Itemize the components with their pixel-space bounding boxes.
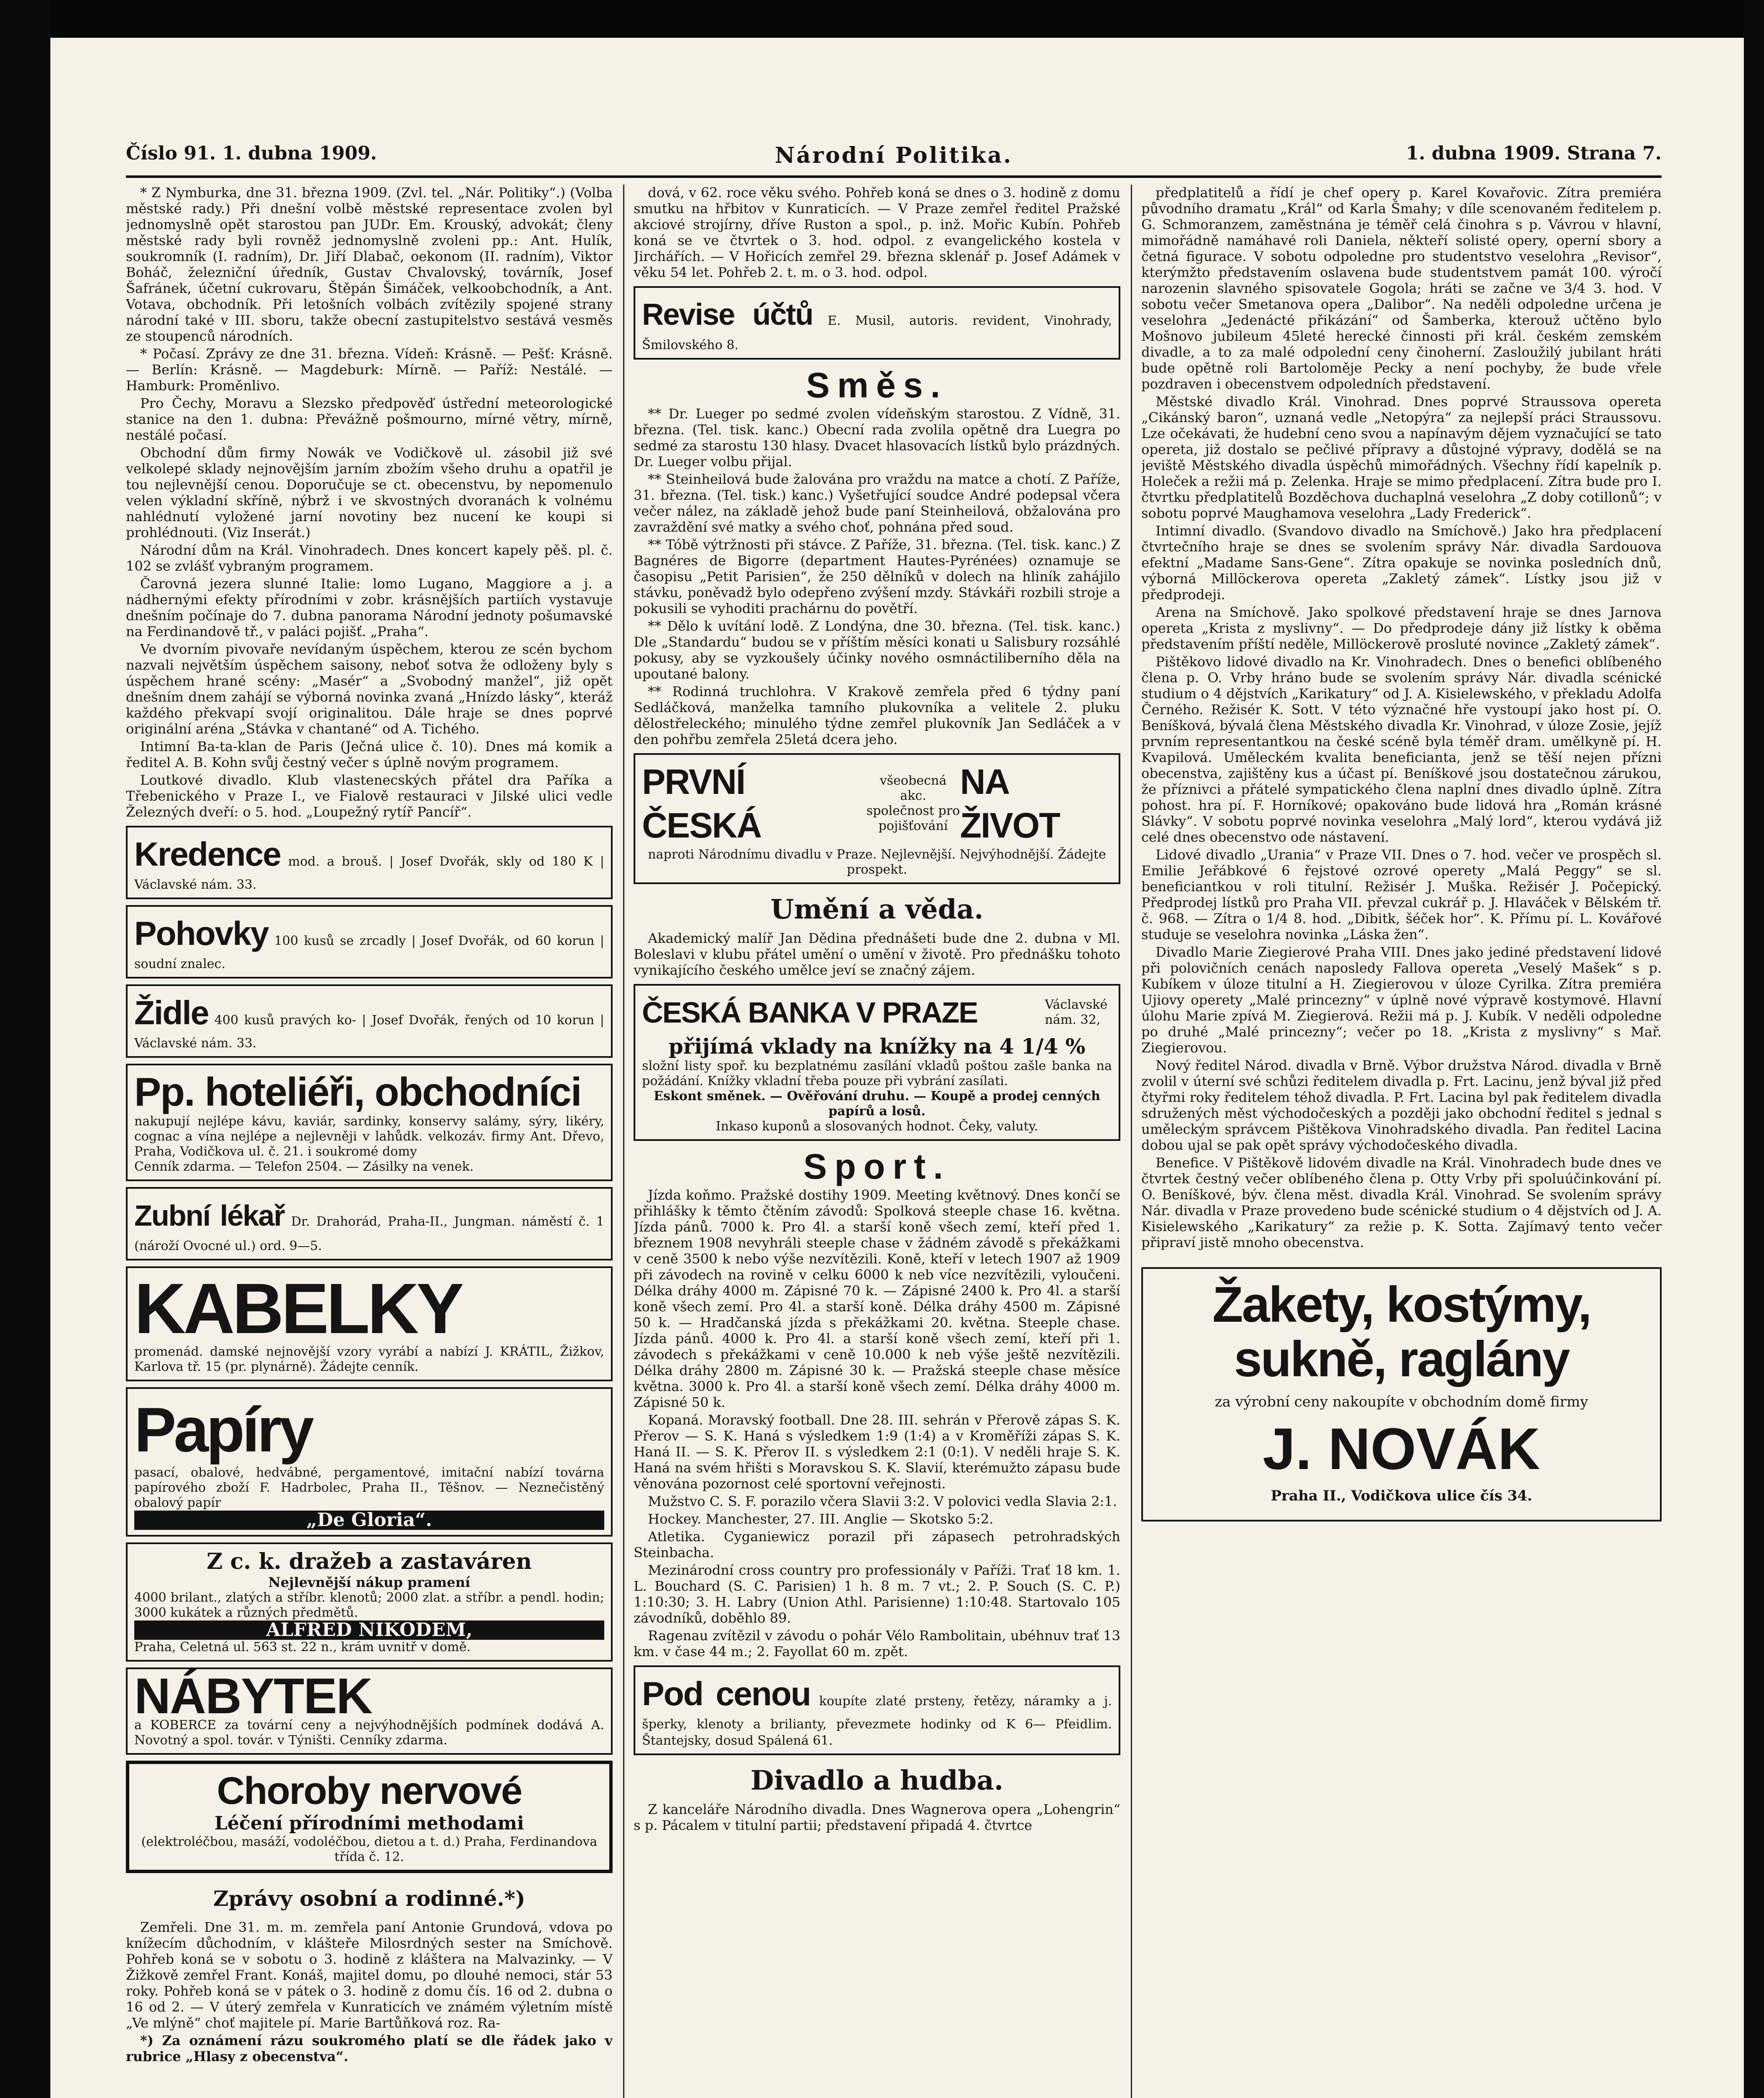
ad-nabytek: NÁBYTEK a KOBERCE za tovární ceny a nejvýhodnějších podmínek dodává A. Novotný a spol. továr. v Týništi. Cenníky zdarma.: [126, 1667, 613, 1755]
article-panorama: Čarovná jezera slunné Italie: lomo Lugano, Maggiore a j. a nádhernými efekty přírodními v zobr. krásnějších partiích vystavuje dnešním počínaje do 7. dubna panorama Národní jednoty pošumavské na Ferdinandově tř., v paláci pojišť. „Praha“.: [126, 576, 613, 639]
article-steinheil: ** Steinheilová bude žalována pro vraždu na matce a chotí. Z Paříže, 31. března. (Tel. tisk.) kanc.) Vyšetřující soudce André podepsal včera večer nález, na základě jehož bude paní Steinheilová, obžalována pro zavraždění své matky a svého choť, pohnána před soud.: [634, 471, 1120, 535]
ad-pohovky: Pohovky 100 kusů se zrcadly | Josef Dvořák, od 60 korun | soudní znalec.: [126, 905, 613, 979]
ad-prvni-ceska: PRVNÍ ČESKÁ všeobecná akc. společnost pro pojišťování NA ŽIVOT naproti Národnímu divadlu v Praze. Nejlevnější. Nejvýhodnější. Žádejte prospekt.: [634, 753, 1120, 884]
article-cross-country: Mezinárodní cross country pro professionály v Paříži. Trať 18 km. 1. L. Bouchard (S. C. Parisien) 1 h. 8 m. 7 vt.; 2. P. Souch (S. C. P.) 1:10:30; 3. H. Labry (Union Athl. Parisienne) 1:10:48. Startovalo 105 závodníků, doběhlo 89.: [634, 1562, 1120, 1626]
article-kopana: Kopaná. Moravský football. Dne 28. III. sehrán v Přerově zápas S. K. Přerov — S. K. Haná s výsledkem 1:9 (1:4) a v Kroměříži zápas S. K. Haná II. — S. K. Přerov II. s výsledkem 2:1 (0:1). V neděli hraje S. K. Haná na svém hřišti s Moravskou S. K. Slavií, kterémužto zápasu bude věnována pozornost celé sportovní veřejnosti.: [634, 1412, 1120, 1492]
article-intimni-divadlo: Intimní divadlo. (Svandovo divadlo na Smíchově.) Jako hra předplacení čtvrtečního hraje se dnes se svolením správy Nár. divadla Sardouova efektní „Madame Sans-Gene“. Zítra opakuje se novinka posledních dnů, výborná Millöckerova opereta „Zakletý zámek“. Lístky jsou již v předprodeji.: [1141, 523, 1662, 603]
header-rule: [126, 175, 1662, 178]
ad-zastavarna: Z c. k. dražeb a zastaváren Nejlevnější nákup pramení 4000 brilant., zlatých a stříbr. klenotů; 2000 zlat. a stříbr. a pendl. hodin; 3000 kukátek a různých předmětů. ALFRED NIKODEM, Praha, Celetná ul. 563 st. 22 n., krám uvnitř v domě.: [126, 1542, 613, 1662]
ad-zubni-lekar: Zubní lékař Dr. Drahorád, Praha-II., Jungman. náměstí č. 1 (nároží Ovocné ul.) ord. 9—5.: [126, 1187, 613, 1260]
article-zemreli: Zemřeli. Dne 31. m. m. zemřela paní Antonie Grundová, vdova po knížecím důchodním, v klášteře Milosrdných sester na Smíchově. Pohřeb koná se v sobotu o 3. hodině z kláštera na Malvazinky. — V Žižkově zemřel Frant. Konáš, majitel domu, po dlouhé nemoci, stár 53 roky. Pohřeb koná se v pátek o 3. hodině z domu čís. 16 od 2. dubna o 16 od 2. — V úterý zemřela v Kunraticích ve známém výletním místě „Ve mlýně“ choť majitele pí. Marie Bartůňková roz. Ra-: [126, 1919, 613, 2031]
page-number: 1. dubna 1909. Strana 7.: [1406, 143, 1662, 164]
article-pivovar: Ve dvorním pivovaře nevídaným úspěchem, kterou ze scén bychom nazvali největším úspěchem saisony, neboť sotva že odloženy byly s úspěchem hrané scény: „Masér“ a „Svobodný manžel“, již opět dnešním dnem zahájí se výborná novinka zvaná „Hnízdo lásky“, kteráž každého překvapí svojí originalitou. Dále hraje se dnes poprvé originální aréna „Stávka v chantané“ od A. Tichého.: [126, 641, 613, 737]
page-header: [126, 143, 1662, 176]
section-title-sport: Sport.: [803, 1147, 951, 1186]
ad-kredence: Kredence mod. a brouš. | Josef Dvořák, skly od 180 K | Václavské nám. 33.: [126, 826, 613, 899]
article-dedina: Akademický malíř Jan Dědina přednášeti bude dne 2. dubna v Ml. Boleslavi v klubu přátel umění o umění v životě. Pro přednášku tohoto vynikajícího českého umělce jeví se značný zájem.: [634, 930, 1120, 978]
section-title-divadlo: Divadlo a hudba.: [750, 1765, 1004, 1796]
scan-border-top: [0, 0, 1764, 38]
article-ragenau: Ragenau zvítězil v závodu o pohár Vélo Rambolitain, ubéhnuv trať 13 km. v čase 44 m.; 2. Fayollat 60 m. zpět.: [634, 1628, 1120, 1660]
ad-ceska-banka: ČESKÁ BANKA V PRAZE Václavské nám. 32, přijímá vklady na knížky na 4 1/4 % složní listy spoř. ku bezplatnému zasílání vkladů poštou zašle banka na požádání. Knížky vkladní třeba pouze při vybrání zasílati. Eskont směnek. — Ověřování druhu. — Koupě a prodej cenných papírů a losů. Inkaso kuponů a slosovaných hodnot. Čeky, valuty.: [634, 984, 1120, 1141]
article-arena: Arena na Smíchově. Jako spolkové představení hraje se dnes Jarnova opereta „Krista z myslivny“. — Do předprodeje dány již lístky k oběma představením příští neděle, Millöckerově prosluté novince „Zakletý zámek“.: [1141, 604, 1662, 652]
column-divider-1: [623, 185, 624, 2098]
ad-hotelieri: Pp. hoteliéři, obchodníci nakupují nejlépe kávu, kaviár, sardinky, konservy salámy, sýry, likéry, cognac a vína nejlépe a nejlevněji v lahůdk. velkozáv. firmy Ant. Dřevo, Praha, Vodičkova ul. č. 21. i soukromé domy Cenník zdarma. — Telefon 2504. — Zásilky na venek.: [126, 1064, 613, 1181]
article-lueger: ** Dr. Lueger po sedmé zvolen vídeňským starostou. Z Vídně, 31. března. (Tel. tisk. kanc.) Obecní rada zvolila opětně dra Luegra po sedmé za starostu 130 hlasy. Dvacet hlasovacích lístků bylo prázdných. Dr. Lueger volbu přijal.: [634, 406, 1120, 470]
section-title-smes: Směs.: [806, 365, 948, 405]
article-kral: předplatitelů a řídí je chef opery p. Karel Kovařovic. Zítra premiéra původního dramatu „Král“ od Karla Šmahy; v díle scenovaném ředitelem p. G. Schmoranzem, zaměstnána je téměř celá činohra s p. Vávrou v hlavní, mimořádně namáhavé roli Daniela, někteří solisté opery, operní sbory a četná figurace. V sobotu odpoledne pro studentstvo veselohra „Revisor“, kterýmžto představením oslavena bude studentstvem památ 100. výročí narozenin slavného spisovatele Gogola; hráti se začne ve 3/4 3. hod. V sobotu večer Smetanova opera „Dalibor“. Na neděli odpoledne určena je veselohra „Jedenácté přikázání“ od Šamberka, kterouž učtěno bylo Mošnovo jubileum 45leté herecké činnosti při král. českém zemském divadle, a to za malé odpolední ceny činoherní. Zasloužilý jubilant hráti bude opětně roli Bartoloměje Pecky a není pochyby, že bude vřele pozdraven i obecenstvem odpoledních představení.: [1141, 185, 1662, 392]
article-truchlohra: ** Rodinná truchlohra. V Krakově zemřela před 6 týdny paní Sedláčková, manželka tamního plukovníka a velitele 2. pluku dělostřeleckého; minulého týdne zemřel plukovník Jan Sedláček a v den pohřbu zemřela 25letá dcera jeho.: [634, 684, 1120, 747]
ad-revise-uctu: Revise účtů E. Musil, autoris. revident, Vinohrady, Šmilovského 8.: [634, 286, 1120, 360]
section-title-umeni: Umění a věda.: [770, 894, 984, 925]
article-novy-reditel: Nový ředitel Národ. divadla v Brně. Výbor družstva Národ. divadla v Brně zvolil v úterní své schůzi ředitelem divadla p. Frt. Lacinu, jenž býval již před čtyřmi roky ředitelem téhož divadla. P. Frt. Lacina byl pak ředitelem divadla sdružených měst východočeských a později jako obchodní ředitel s jednal s uměleckým správcem Pištěkova Vinohradského divadla. Pan ředitel Lacina dobou ujal se pak opět správy východočeského divadla.: [1141, 1057, 1662, 1153]
section-title-zpravy: Zprávy osobní a rodinné.*): [213, 1886, 525, 1911]
article-atletika: Atletika. Cyganiewicz porazil při zápasech petrohradských Steinbacha.: [634, 1529, 1120, 1560]
newspaper-page: [126, 126, 1662, 2098]
column-1: [126, 185, 613, 2098]
ad-zidle: Židle 400 kusů pravých ko- | Josef Dvořák, řených od 10 korun | Václavské nám. 33.: [126, 984, 613, 1058]
article-bataklan: Intimní Ba-ta-klan de Paris (Ječná ulice č. 10). Dnes má komik a ředitel A. B. Kohn svůj čestný večer s úplně novým programem.: [126, 738, 613, 770]
footnote: *) Za oznámení rázu soukromého platí se dle řádek jako v rubrice „Hlasy z obecenstva“.: [126, 2033, 613, 2064]
ad-papiry: Papíry pasací, obalové, hedvábné, pergamentové, imitační nabízí továrna papírového zboží F. Hadrbolec, Praha II., Těšnov. — Neznečistěný obalový papír „De Gloria“.: [126, 1387, 613, 1537]
article-loutkove: Loutkové divadlo. Klub vlastenecských přátel dra Paříka a Třebenického v Praze I., ve Fialově restauraci v Jilské ulici vedle Železných dveří: o 5. hod. „Loupežný rytíř Pancíř“.: [126, 772, 613, 820]
article-mestske-divadlo: Městské divadlo Král. Vinohrad. Dnes poprvé Straussova opereta „Cikánský baron“, uznaná vedle „Netopýra“ za nejlepší práci Straussovu. Lze očekávati, že hudební ceno svou a napínavým dějem vyznačující se tato opereta, již dostalo se pečlivé přípravy a důstojné výpravy, dodělá se na jeviště Městského divadla úspěchů mimořádných. Všechny řídí kapelník p. Holeček a režii má p. Zelenka. Hraje se mimo předplacení. Zítra bude pro I. čtvrtku předplatitelů Bozděchova duchaplná veselohra „Z doby cotillonů“; v sobotu poprvé Maughamova veselohra „Lady Frederick“.: [1141, 394, 1662, 521]
column-3: [1141, 185, 1662, 2098]
ad-kabelky: KABELKY promenád. damské nejnovější vzory vyrábí a nabízí J. KRÁTIL, Žižkov, Karlova tř. 15 (pr. plynárně). Žádejte cenník.: [126, 1266, 613, 1381]
ad-pod-cenou: Pod cenou koupíte zlaté prsteny, řetězy, náramky a j. šperky, klenoty a brilianty, převezmete hodinky od K 6— Pfeidlim. Štantejsky, dosud Spálená 61.: [634, 1665, 1120, 1755]
article-ziegierova: Divadlo Marie Ziegierové Praha VIII. Dnes jako jediné představení lidové při polovičních cenách naposledy Fallova opereta „Veselý Mašek“ s p. Kubíkem v úloze titulní a H. Ziegierovou v úloze Cyrilka. Zítra premiéra Ujiovy operety „Malé princezny“ v úplně nové výpravě kostymové. Hlavní úlohu Marie zpívá M. Ziegierová. Režii má p. J. Kubík. V neděli odpoledne po druhé „Malé princezny“; večer po 18. „Krista z myslivny“ s Mař. Ziegierovou.: [1141, 944, 1662, 1056]
masthead-title: Národní Politika.: [775, 143, 1013, 168]
column-divider-2: [1131, 185, 1132, 2098]
article-urania: Lidové divadlo „Urania“ v Praze VII. Dnes o 7. hod. večer ve prospěch sl. Emilie Jeřábkové 6 řejstové ozrové operety „Malá Peggy“ se sl. beneficiantkou v roli titulní. Režisér J. Muška. Režisér J. Počepický. Předprodej lístků pro Praha VII. převzal cukrář p. J. Hlaváček v Bělském tř. č. 968. — Zítra o 1/4 8. hod. „Dibitk, šéček hor“. K. Přímu pí. L. Kovářové studuje se veselohra novinka „Láska žen“.: [1141, 847, 1662, 942]
article-stavka: ** Tóbě výtržnosti při stávce. Z Paříže, 31. března. (Tel. tisk. kanc.) Z Bagnéres de Bigorre (department Hautes-Pyrénées) oznamuje se časopisu „Petit Parisien“, že 250 dělníků v dolech na hliník zahájilo stávku, poněvadž bylo odepřeno zvýšení mzdy. Stávkáři rozbili stroje a pokusili se vyhoditi prachárnu do povětří.: [634, 537, 1120, 616]
article-weather: * Počasí. Zprávy ze dne 31. března. Vídeň: Krásně. — Pešť: Krásně. — Berlín: Krásně. — Magdeburk: Mírně. — Paříž: Nestálé. — Hamburk: Proměnlivo.: [126, 346, 613, 394]
article-narodni-divadlo: Z kanceláře Národního divadla. Dnes Wagnerova opera „Lohengrin“ s p. Pácalem v titulní partii; představení připadá 4. čtvrtce: [634, 1801, 1120, 1833]
column-2: [634, 185, 1120, 2098]
article-hockey: Hockey. Manchester, 27. III. Anglie — Skotsko 5:2.: [648, 1511, 994, 1527]
article-forecast: Pro Čechy, Moravu a Slezsko předpověď ústřední meteorologické stanice na den 1. dubna: Převážně pošmourno, mírné větry, mírně, nestálé počasí.: [126, 395, 613, 443]
article-benefice: Benefice. V Pištěkově lidovém divadle na Král. Vinohradech bude dnes ve čtvrtek čestný večer oblíbeného člena p. Otty Vrby při spoluúčinkování pí. O. Beníškové, býv. člena měst. divadla Král. Vinohrad. Se svolením správy Nár. divadla v Praze provedeno bude scénické studium o 4 dějstvích od J. A. Kisielewského „Karikatury“ za režie p. K. Sotta. Zajímavý tento večer připraví jistě mnoho obecenstva.: [1141, 1155, 1662, 1250]
article-delo: ** Dělo k uvítání lodě. Z Londýna, dne 30. března. (Tel. tisk. kanc.) Dle „Standardu“ budou se v příštím měsíci konati u Salisbury rozsáhlé pokusy, aby se vyzkoušely účinky nového osmnáctiliberního děla na upoutané balony.: [634, 618, 1120, 682]
scan-border-right: [1744, 0, 1764, 2098]
scan-border-left: [0, 0, 50, 2098]
issue-info: Číslo 91. 1. dubna 1909.: [126, 143, 377, 164]
article-kunratice: dová, v 62. roce věku svého. Pohřeb koná se dnes o 3. hodině z domu smutku na hřbitov v Kunraticích. — V Praze zemřel ředitel Pražské akciové strojírny, dříve Ruston a spol., p. inž. Mořic Kubín. Pohřeb koná se ve čtvrtek o 3. hod. odpol. z evangelického kostela v Jirchářích. — V Hořicích zemřel 29. března sklenář p. Josef Adámek v věku 54 let. Pohřeb 2. t. m. o 3. hod. odpol.: [634, 185, 1120, 280]
article-jizda-konmo: Jízda koňmo. Pražské dostihy 1909. Meeting květnový. Dnes končí se přihlášky k těmto čtěním závodů: Spolková steeple chase 16. května. Jízda pánů. 7000 k. Pro 4l. a starší koně všech zemí, kteří před 1. březnem 1908 nevyhráli steeple chase v žádném závodě s překážkami v ceně 3500 k nebo výše nezvítězili. Koně, kteří v letech 1907 až 1909 při závodech na rovině v celku 6000 k neb více nezvítězili, vyloučeni. Délka dráhy 4000 m. Zápisné 70 k. — Zápisné 2400 k. Pro 4l. a starší koně všech zemí. Pro 4l. a starší koně. Délka dráhy 4500 m. Zápisné 50 k. — Hradčanská jízda s překážkami 20. května. Steeple chase. Jízda pánů. 4000 k. Pro 4l. a starší koně všech zemí, kteří při 1. závodech s překážkami v ceně 10.000 k neb výše ještě nezvítězili. Délka dráhy 2800 m. Zápisné 30 k. — Pražská steeple chase měsíce května. 3000 k. Pro 4l. a starší koně všech zemí. Délka dráhy 4000 m. Zápisné 50 k.: [634, 1187, 1120, 1410]
article-narodni-dum: Národní dům na Král. Vinohradech. Dnes koncert kapely pěš. pl. č. 102 se zvlášť vybraným programem.: [126, 542, 613, 574]
article-csf: Mužstvo C. S. F. porazilo včera Slavii 3:2. V polovici vedla Slavia 2:1.: [648, 1493, 1117, 1509]
article-nymburk: * Z Nymburka, dne 31. března 1909. (Zvl. tel. „Nár. Politiky“.) (Volba městské rady.) Při dnešní volbě městské representace zvolen byl jednomyslně opět starostou pan JUDr. Em. Krouský, advokát; členy městské rady byli rovněž jednomyslně zvoleni pp.: Ant. Hulík, soukromník (I. radním), Dr. Jiří Dlabač, oekonom (II. radním), Viktor Boháč, železniční úředník, Gustav Chvalovský, továrník, Josef Šafránek, účetní cukrovaru, Štěpán Šimáček, velkoobchodník, a Ant. Votava, obchodník. Při letošních volbách zvítězily spojené strany národní také v III. sboru, takže obecní zastupitelstvo sestává vesměs ze stoupenců národních.: [126, 185, 613, 344]
article-novak-store: Obchodní dům firmy Nowák ve Vodičkově ul. zásobil již své velkolepé sklady nejnovějším jarním zbožím všeho druhu a opatřil je tou nejlevnější cenou. Doporučuje se ct. obecenstvu, by nepomenulo velen výkladní skříně, nýbrž i ve skvostných dvoranách k volnému nahlédnutí vyložené jarní novotiny bez nucení ke koupi si prohlédnouti. (Viz Inserát.): [126, 445, 613, 540]
ad-zakety-novak: Žakety, kostýmy, sukně, raglány za výrobní ceny nakoupíte v obchodním domě firmy J. NOVÁK Praha II., Vodičkova ulice čís 34.: [1141, 1267, 1662, 1521]
ad-choroby-nervove: Choroby nervové Léčení přírodními methodami (elektroléčbou, masáží, vodoléčbou, dietou a t. d.) Praha, Ferdinandova třída č. 12.: [126, 1761, 613, 1873]
article-pistekovo: Pištěkovo lidové divadlo na Kr. Vinohradech. Dnes o benefici oblíbeného člena p. O. Vrby hráno bude se svolením správy Nár. divadla scénické studium o 4 dějstvích „Karikatury“ od J. A. Kisielewského, v překladu Adolfa Černého. Režisér K. Sott. V této význačné hře vystoupí jako host pí. O. Beníšková, bývalá člena Městského divadla Kr. Vinohrad, v úloze Zosie, jejíž prvním representantkou na české scéně byla téměř dram. umělkyně pí. H. Kvapilová. Uměleckém kvalita beneficianta, jenž se těší nejen přízni obecenstva, zajištěny kus a účast pí. Beníškové jsou dostatečnou zárukou, že příznivci a přátelé sympatického člena naplní dnes divadlo úplně. Zítra pohost. hra pí. F. Horníkové; opakováno bude lidová hra „Román krásné Slávky“. V sobotu poprvé novinka veselohra „Malý lord“, kterou vydává již celé dnes obecenstvo ode nástavení.: [1141, 654, 1662, 845]
